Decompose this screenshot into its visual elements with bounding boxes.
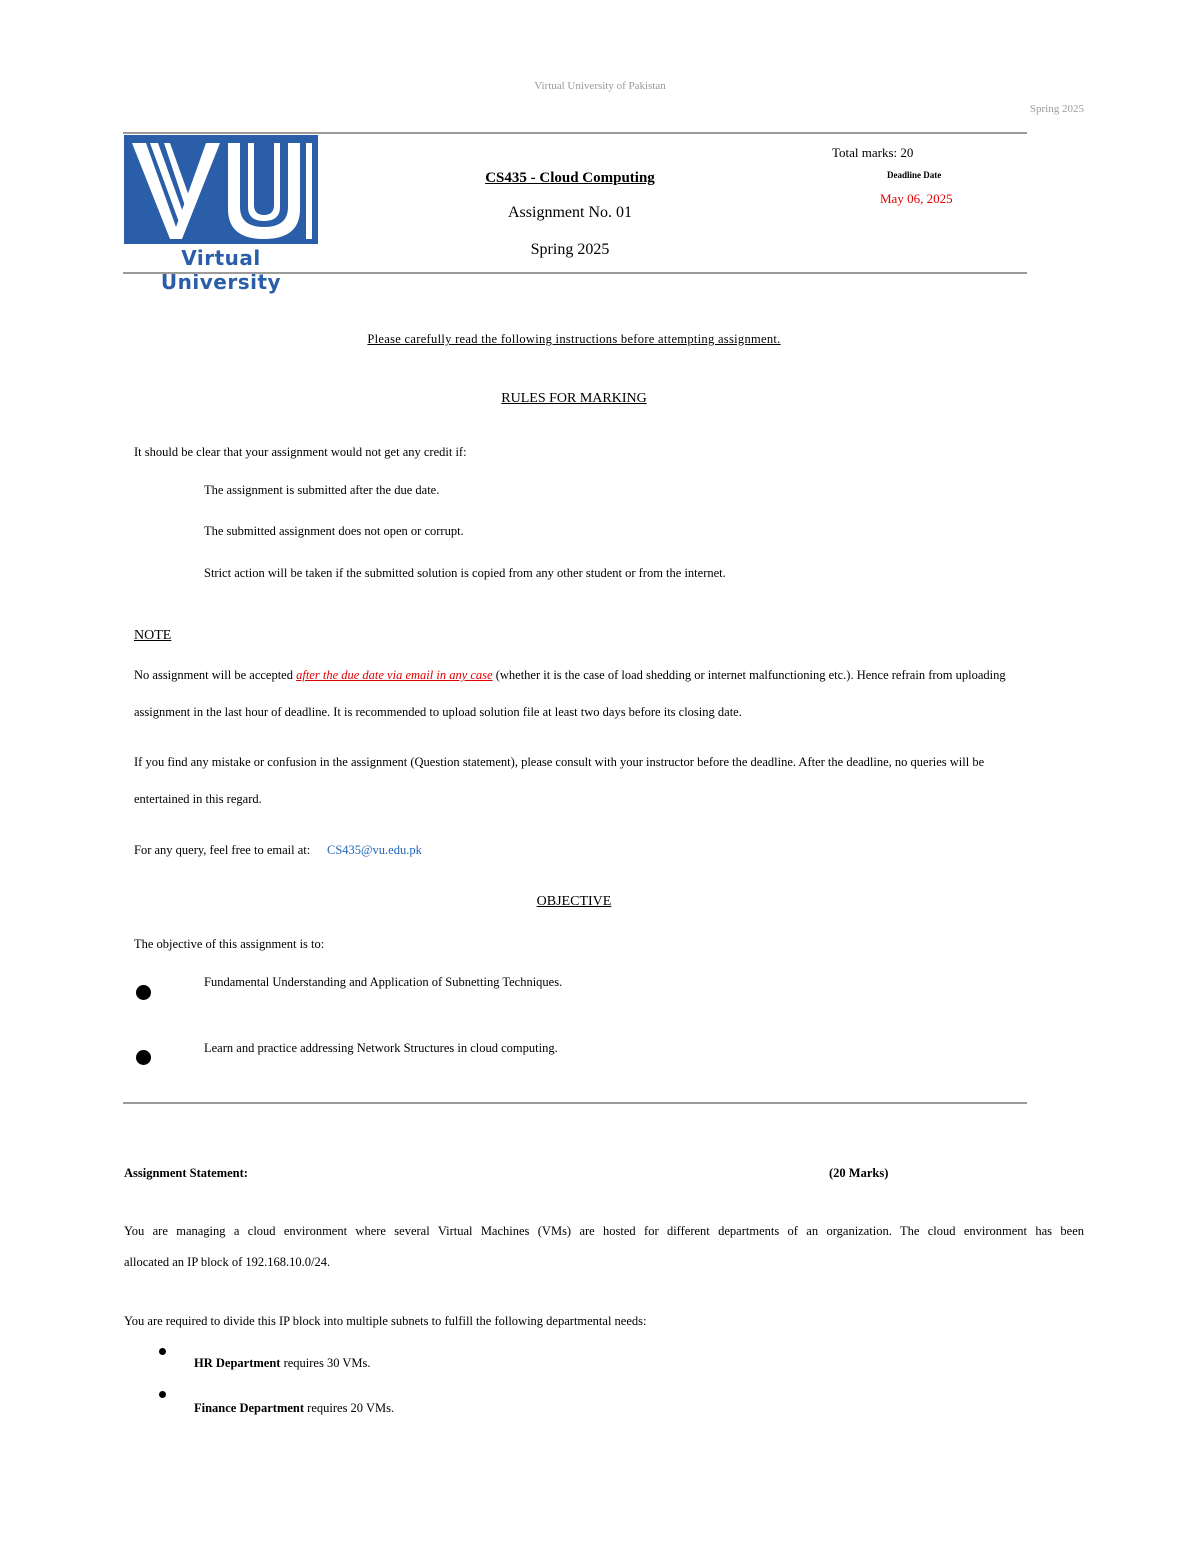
statement-marks: (20 Marks) — [829, 1166, 889, 1180]
rules-heading: RULES FOR MARKING — [501, 391, 647, 406]
dept-req: requires 20 VMs. — [304, 1401, 395, 1415]
deadline-date: May 06, 2025 — [880, 191, 953, 206]
note-paragraph-1 — [134, 668, 1006, 683]
vu-logo-icon — [124, 135, 318, 244]
dept-item — [194, 1401, 394, 1416]
rule-item: The assignment is submitted after the due date. — [204, 483, 440, 497]
objective-item: Learn and practice addressing Network Structures in cloud computing. — [204, 1041, 558, 1055]
rule-item: The submitted assignment does not open or corrupt. — [204, 524, 464, 538]
note-p1-line2: assignment in the last hour of deadline. It is recommended to upload solution file at least two days before its closing date. — [134, 705, 742, 719]
header-semester: Spring 2025 — [1029, 103, 1084, 115]
note-p1-start: No assignment will be accepted — [134, 668, 297, 682]
note-p1-emphasis: after the due date via email in any case — [296, 668, 493, 682]
objective-item: Fundamental Understanding and Application of Subnetting Techniques. — [204, 975, 563, 989]
contact-email-link[interactable]: CS435@vu.edu.pk — [327, 843, 422, 857]
deadline-label: Deadline Date — [887, 170, 942, 180]
bullet-icon — [159, 1348, 166, 1355]
dept-req: requires 30 VMs. — [280, 1356, 371, 1370]
bullet-icon — [136, 985, 151, 1000]
rule-item: Strict action will be taken if the submitted solution is copied from any other student or from the internet. — [204, 566, 726, 580]
logo-text: Virtual University — [160, 246, 282, 294]
objective-divider — [123, 1102, 1027, 1104]
statement-p1-line2: allocated an IP block of 192.168.10.0/24. — [124, 1255, 331, 1269]
course-title: CS435 - Cloud Computing — [485, 170, 655, 186]
note-p1-end: (whether it is the case of load shedding or internet malfunctioning etc.). Hence refrain from uploading — [492, 668, 1006, 682]
objective-heading: OBJECTIVE — [536, 894, 612, 909]
dept-item — [194, 1356, 371, 1371]
bullet-icon — [136, 1050, 151, 1065]
instructions-heading: Please carefully read the following instructions before attempting assignment. — [367, 332, 781, 346]
query-label: For any query, feel free to email at: — [134, 843, 311, 857]
note-p2-line1: If you find any mistake or confusion in the assignment (Question statement), please consult with your instructor before the deadline. After the deadline, no queries will be — [134, 755, 985, 769]
dept-name: HR Department — [194, 1356, 281, 1370]
statement-p1-line1: You are managing a cloud environment where several Virtual Machines (VMs) are hosted for different departments of an organization. The cloud environment has been — [124, 1224, 1084, 1238]
vu-logo-mark — [124, 135, 318, 244]
assignment-number: Assignment No. 01 — [508, 204, 632, 221]
note-p2-line2: entertained in this regard. — [134, 792, 262, 806]
top-divider — [123, 132, 1027, 134]
statement-p2: You are required to divide this IP block into multiple subnets to fulfill the following departmental needs: — [124, 1314, 647, 1328]
rules-intro: It should be clear that your assignment would not get any credit if: — [134, 445, 467, 459]
university-logo — [124, 135, 318, 294]
title-divider — [123, 272, 1027, 274]
semester-label: Spring 2025 — [530, 241, 610, 258]
dept-name: Finance Department — [194, 1401, 305, 1415]
statement-label: Assignment Statement: — [124, 1166, 248, 1180]
objective-intro: The objective of this assignment is to: — [134, 937, 325, 951]
total-marks: Total marks: 20 — [832, 145, 914, 160]
note-heading: NOTE — [134, 628, 172, 643]
header-university: Virtual University of Pakistan — [534, 80, 666, 92]
bullet-icon — [159, 1391, 166, 1398]
